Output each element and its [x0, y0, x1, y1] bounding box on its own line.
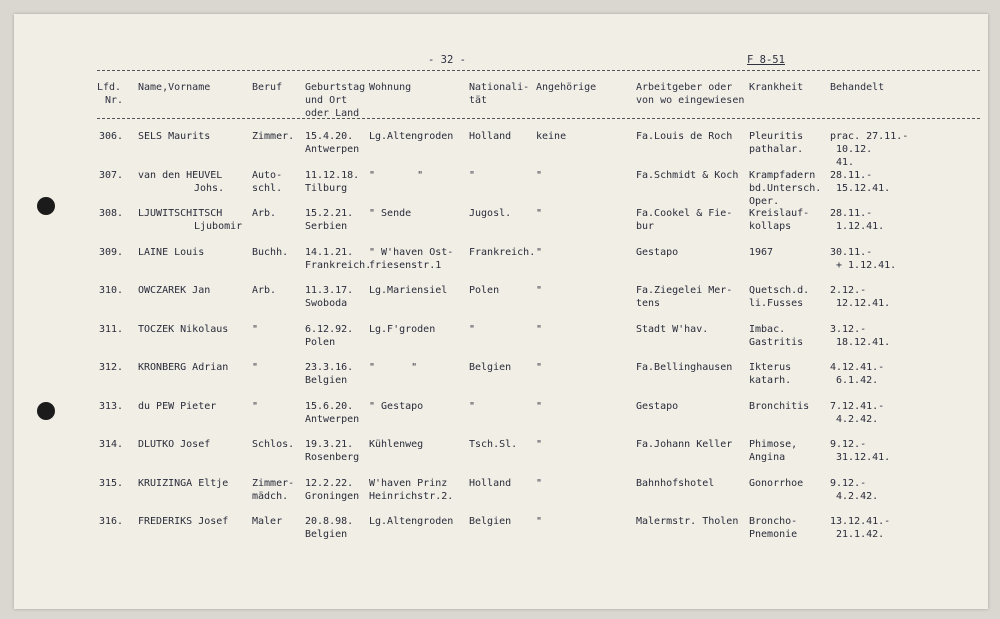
header-rule-top [97, 70, 980, 71]
cell-behandelt: 28.11.- 1.12.41. [830, 208, 885, 232]
cell-arbeitgeber: Gestapo [636, 246, 679, 258]
col-header-name: Name,Vorname [138, 82, 211, 93]
col-header-lfd: Lfd. Nr. [97, 82, 124, 106]
cell-behandelt: 2.12.- 12.12.41. [830, 285, 891, 309]
cell-name: OWCZAREK Jan [138, 285, 211, 296]
cell-arbeitgeber: Fa.Schmidt & Koch [636, 169, 739, 181]
cell-beruf: Zimmer- mädch. [252, 477, 295, 502]
col-header-behandelt: Behandelt [830, 82, 885, 93]
cell-nationalitaet: " [469, 400, 476, 412]
col-header-nation: Nationali- tät [469, 82, 530, 106]
cell-arbeitgeber: Bahnhofshotel [636, 477, 715, 489]
cell-name: LAINE Louis [138, 246, 205, 258]
cell-geburt: 12.2.22. Groningen [305, 477, 360, 502]
cell-nr: 307. [99, 169, 124, 181]
cell-arbeitgeber: Fa.Louis de Roch [636, 131, 733, 142]
cell-arbeitgeber: Gestapo [636, 400, 679, 412]
cell-name: SELS Maurits [138, 131, 211, 142]
cell-krankheit: Ikterus katarh. [749, 362, 792, 386]
page-number: - 32 - [428, 54, 466, 66]
col-header-angehoerige: Angehörige [536, 82, 597, 93]
cell-nr: 311. [99, 323, 124, 335]
cell-beruf: " [252, 400, 259, 412]
cell-beruf: Auto- schl. [252, 169, 283, 194]
cell-angehoerige: " [536, 516, 543, 527]
punch-hole-bottom [37, 402, 55, 420]
cell-geburt: 23.3.16. Belgien [305, 362, 354, 386]
cell-nr: 308. [99, 208, 124, 219]
reference-number: F 8-51 [747, 54, 785, 66]
cell-nationalitaet: Belgien [469, 516, 512, 527]
cell-geburt: 6.12.92. Polen [305, 323, 354, 348]
cell-nr: 316. [99, 516, 124, 527]
cell-wohnung: Kühlenweg [369, 439, 424, 450]
cell-nationalitaet: Tsch.Sl. [469, 439, 518, 450]
cell-arbeitgeber: Malermstr. Tholen [636, 516, 739, 527]
cell-behandelt: 7.12.41.- 4.2.42. [830, 400, 885, 425]
cell-behandelt: 9.12.- 31.12.41. [830, 439, 891, 463]
cell-wohnung: " Gestapo [369, 400, 424, 412]
cell-nationalitaet: " [469, 323, 476, 335]
cell-krankheit: Krampfadern bd.Untersch. Oper. [749, 169, 822, 207]
cell-geburt: 15.2.21. Serbien [305, 208, 354, 232]
cell-angehoerige: " [536, 362, 543, 373]
cell-nationalitaet: Frankreich. [469, 246, 536, 258]
cell-nationalitaet: Polen [469, 285, 500, 296]
cell-nationalitaet: Jugosl. [469, 208, 512, 219]
cell-nationalitaet: Holland [469, 131, 512, 142]
cell-behandelt: 13.12.41.- 21.1.42. [830, 516, 891, 540]
cell-geburt: 15.4.20. Antwerpen [305, 131, 360, 155]
cell-beruf: Arb. [252, 285, 277, 296]
cell-nr: 314. [99, 439, 124, 450]
cell-krankheit: Gonorrhoe [749, 477, 804, 489]
cell-name: FREDERIKS Josef [138, 516, 229, 527]
cell-behandelt: prac. 27.11.- 10.12. 41. [830, 131, 909, 168]
cell-behandelt: 9.12.- 4.2.42. [830, 477, 879, 502]
header-rule-bottom [97, 118, 980, 119]
col-header-arbeitgeber: Arbeitgeber oder von wo eingewiesen [636, 82, 745, 106]
cell-wohnung: Lg.Mariensiel [369, 285, 448, 296]
cell-krankheit: Broncho- Pnemonie [749, 516, 798, 540]
col-header-beruf: Beruf [252, 82, 283, 93]
col-header-geburt: Geburtstag und Ort oder Land [305, 82, 366, 119]
cell-nr: 309. [99, 246, 124, 258]
cell-beruf: " [252, 362, 259, 373]
cell-beruf: Arb. [252, 208, 277, 219]
cell-geburt: 20.8.98. Belgien [305, 516, 354, 540]
cell-krankheit: Kreislauf- kollaps [749, 208, 810, 232]
cell-krankheit: Quetsch.d. li.Fusses [749, 285, 810, 309]
cell-nationalitaet: Belgien [469, 362, 512, 373]
cell-wohnung: W'haven Prinz Heinrichstr.2. [369, 477, 454, 502]
cell-beruf: Maler [252, 516, 283, 527]
cell-arbeitgeber: Stadt W'hav. [636, 323, 709, 335]
cell-arbeitgeber: Fa.Johann Keller [636, 439, 733, 450]
cell-geburt: 11.3.17. Swoboda [305, 285, 354, 309]
cell-wohnung: " Sende [369, 208, 412, 219]
cell-arbeitgeber: Fa.Bellinghausen [636, 362, 733, 373]
cell-nationalitaet: Holland [469, 477, 512, 489]
cell-angehoerige: " [536, 400, 543, 412]
cell-arbeitgeber: Fa.Cookel & Fie- bur [636, 208, 733, 232]
cell-angehoerige: " [536, 169, 543, 181]
cell-name: TOCZEK Nikolaus [138, 323, 229, 335]
cell-behandelt: 4.12.41.- 6.1.42. [830, 362, 885, 386]
cell-wohnung: Lg.Altengroden [369, 131, 454, 142]
cell-arbeitgeber: Fa.Ziegelei Mer- tens [636, 285, 733, 309]
cell-krankheit: Pleuritis pathalar. [749, 131, 804, 155]
cell-behandelt: 30.11.- + 1.12.41. [830, 246, 897, 271]
cell-geburt: 14.1.21. Frankreich. [305, 246, 372, 271]
cell-nr: 306. [99, 131, 124, 142]
col-header-krankheit: Krankheit [749, 82, 804, 93]
cell-krankheit: Imbac. Gastritis [749, 323, 804, 348]
cell-wohnung: " W'haven Ost- friesenstr.1 [369, 246, 454, 271]
cell-krankheit: Bronchitis [749, 400, 810, 412]
cell-beruf: Zimmer. [252, 131, 295, 142]
cell-angehoerige: keine [536, 131, 567, 142]
cell-name: KRONBERG Adrian [138, 362, 229, 373]
cell-angehoerige: " [536, 439, 543, 450]
cell-angehoerige: " [536, 477, 543, 489]
cell-angehoerige: " [536, 323, 543, 335]
cell-beruf: Buchh. [252, 246, 289, 258]
cell-name: du PEW Pieter [138, 400, 217, 412]
cell-beruf: " [252, 323, 259, 335]
cell-beruf: Schlos. [252, 439, 295, 450]
cell-name: DLUTKO Josef [138, 439, 211, 450]
cell-angehoerige: " [536, 246, 543, 258]
cell-nr: 313. [99, 400, 124, 412]
cell-krankheit: 1967 [749, 246, 774, 258]
cell-geburt: 19.3.21. Rosenberg [305, 439, 360, 463]
cell-nr: 310. [99, 285, 124, 296]
cell-nr: 315. [99, 477, 124, 489]
cell-name: van den HEUVEL Johs. [138, 169, 225, 194]
cell-behandelt: 3.12.- 18.12.41. [830, 323, 891, 348]
cell-geburt: 11.12.18. Tilburg [305, 169, 360, 194]
document-page [14, 14, 988, 609]
col-header-wohnung: Wohnung [369, 82, 412, 93]
cell-nationalitaet: " [469, 169, 476, 181]
cell-krankheit: Phimose, Angina [749, 439, 798, 463]
cell-name: KRUIZINGA Eltje [138, 477, 229, 489]
cell-wohnung: " " [369, 169, 424, 181]
cell-behandelt: 28.11.- 15.12.41. [830, 169, 891, 194]
cell-angehoerige: " [536, 285, 543, 296]
cell-name: LJUWITSCHITSCH Ljubomir [138, 208, 243, 232]
cell-wohnung: " " [369, 362, 418, 373]
cell-nr: 312. [99, 362, 124, 373]
punch-hole-top [37, 197, 55, 215]
cell-angehoerige: " [536, 208, 543, 219]
cell-wohnung: Lg.Altengroden [369, 516, 454, 527]
cell-wohnung: Lg.F'groden [369, 323, 436, 335]
cell-geburt: 15.6.20. Antwerpen [305, 400, 360, 425]
